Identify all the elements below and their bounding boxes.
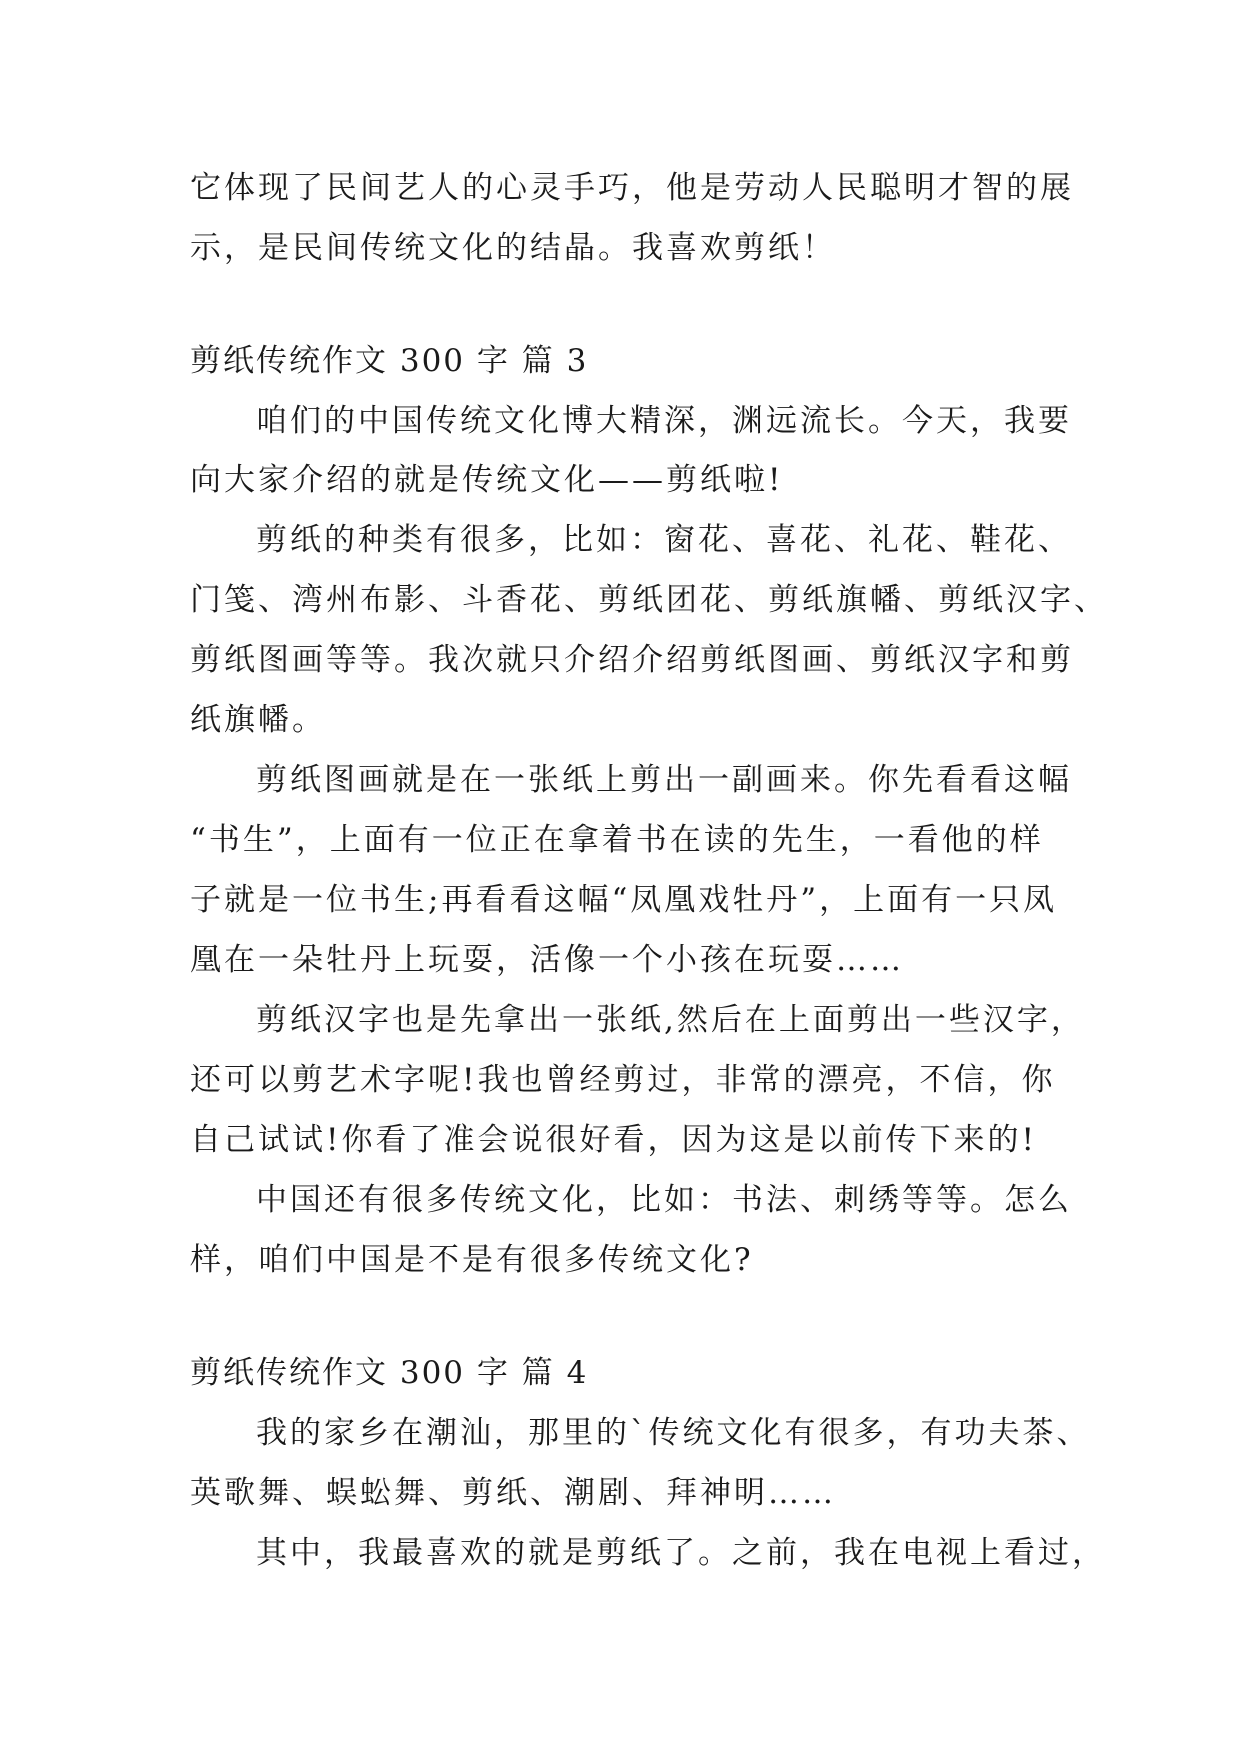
paragraph-line: 剪纸图画就是在一张纸上剪出一副画来。你先看看这幅	[256, 762, 1072, 798]
paragraph-line: “书生”，上面有一位正在拿着书在读的先生，一看他的样	[190, 822, 1044, 858]
paragraph-line: 剪纸的种类有很多，比如：窗花、喜花、礼花、鞋花、	[256, 522, 1072, 558]
paragraph-line: 咱们的中国传统文化博大精深，渊远流长。今天，我要	[256, 403, 1072, 439]
paragraph-line: 它体现了民间艺人的心灵手巧，他是劳动人民聪明才智的展	[190, 170, 1074, 206]
paragraph-line: 凰在一朵牡丹上玩耍，活像一个小孩在玩耍……	[190, 942, 904, 978]
paragraph-line: 向大家介绍的就是传统文化——剪纸啦!	[190, 462, 784, 498]
paragraph-line: 其中，我最喜欢的就是剪纸了。之前，我在电视上看过，	[256, 1535, 1106, 1571]
paragraph-line: 样，咱们中国是不是有很多传统文化?	[190, 1242, 754, 1278]
paragraph-line: 纸旗幡。	[190, 702, 326, 738]
paragraph-line: 剪纸图画等等。我次就只介绍介绍剪纸图画、剪纸汉字和剪	[190, 642, 1074, 678]
paragraph-line: 门笺、湾州布影、斗香花、剪纸团花、剪纸旗幡、剪纸汉字、	[190, 582, 1108, 618]
section-heading-4: 剪纸传统作文 300 字 篇 4	[190, 1355, 589, 1391]
paragraph-line: 子就是一位书生;再看看这幅“凤凰戏牡丹”，上面有一只凤	[190, 882, 1058, 918]
paragraph-line: 自己试试!你看了准会说很好看，因为这是以前传下来的!	[190, 1122, 1037, 1158]
paragraph-line: 英歌舞、蜈蚣舞、剪纸、潮剧、拜神明……	[190, 1475, 836, 1511]
paragraph-line: 中国还有很多传统文化，比如：书法、刺绣等等。怎么	[256, 1182, 1072, 1218]
section-heading-3: 剪纸传统作文 300 字 篇 3	[190, 343, 589, 379]
paragraph-line: 还可以剪艺术字呢!我也曾经剪过，非常的漂亮，不信，你	[190, 1062, 1056, 1098]
paragraph-line: 剪纸汉字也是先拿出一张纸,然后在上面剪出一些汉字，	[256, 1002, 1085, 1038]
paragraph-line: 我的家乡在潮汕，那里的`传统文化有很多，有功夫茶、	[256, 1415, 1091, 1451]
paragraph-line: 示，是民间传统文化的结晶。我喜欢剪纸！	[190, 230, 836, 266]
